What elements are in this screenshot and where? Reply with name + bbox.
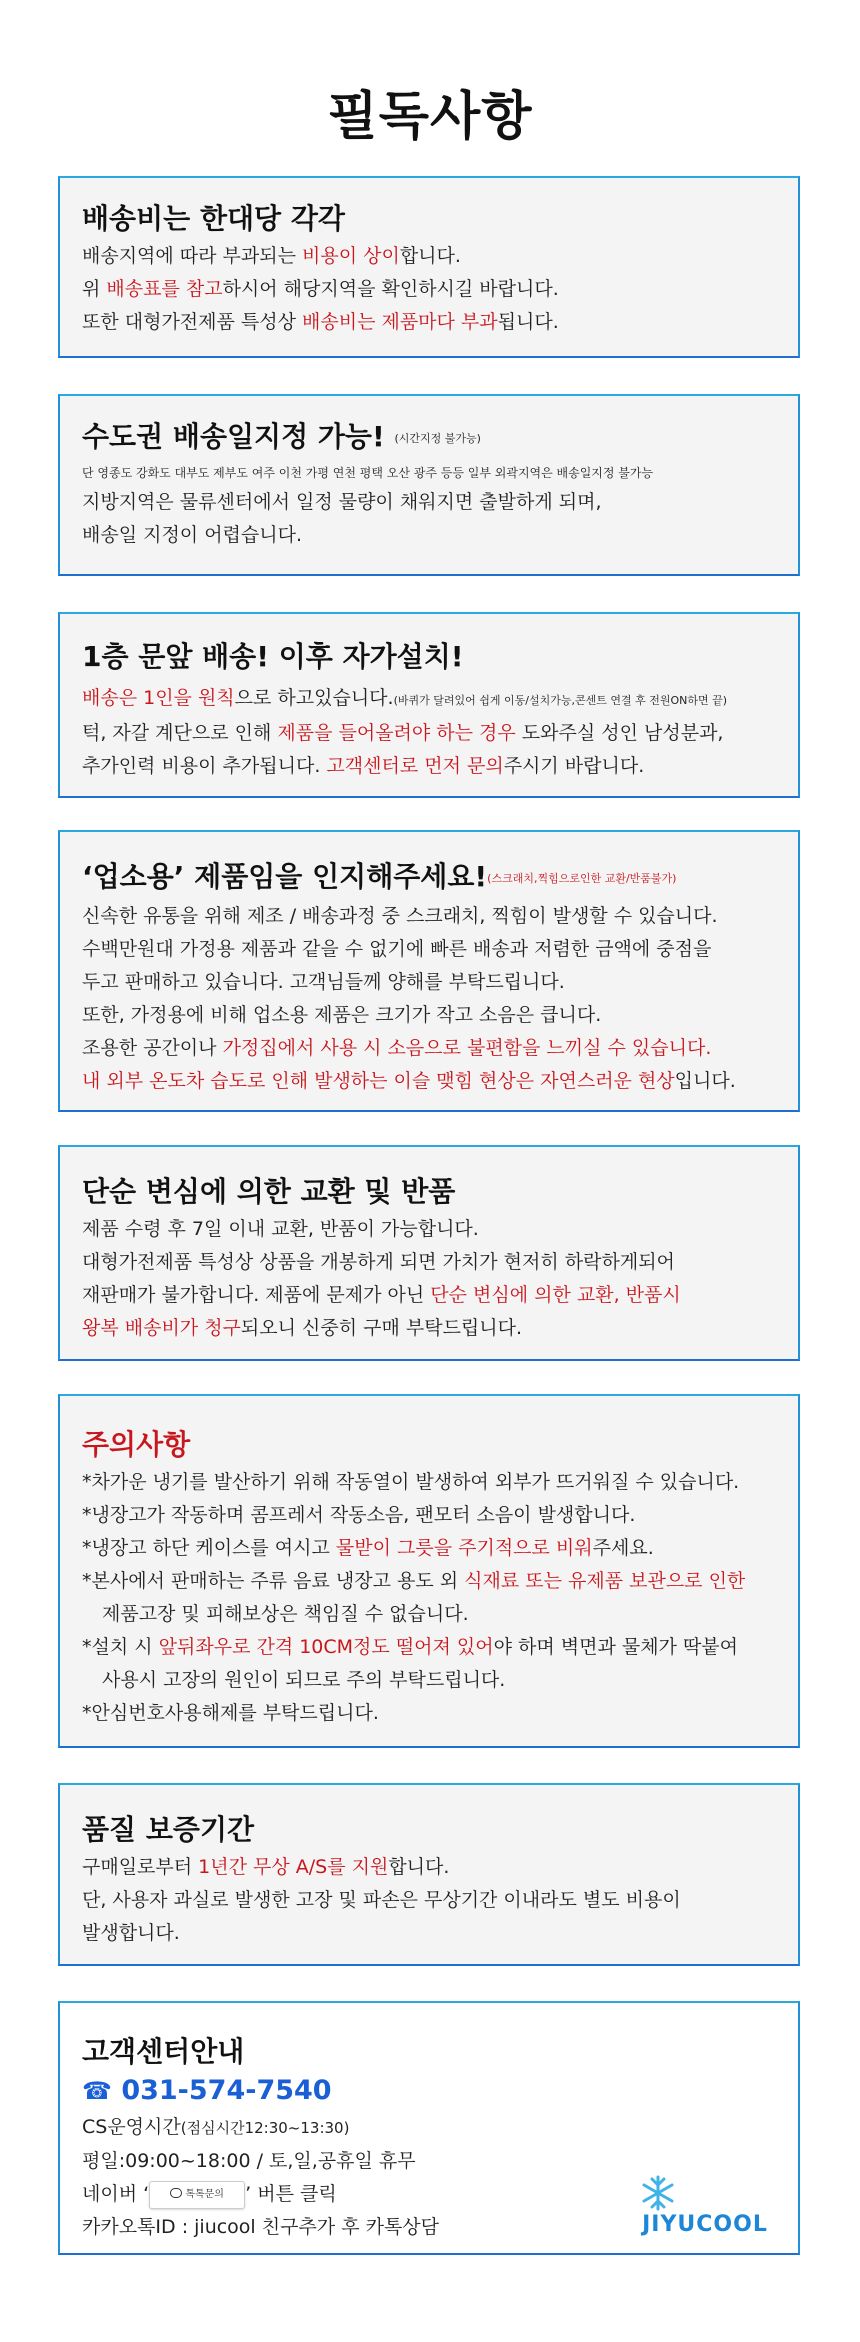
section-heading: ‘업소용’ 제품임을 인지해주세요!(스크래치,찍힘으로인한 교환/반품불가) bbox=[82, 860, 677, 893]
cs-hours: CS운영시간(점심시간12:30~13:30) bbox=[82, 2116, 350, 2138]
weekday-hours: 평일:09:00~18:00 / 토,일,공휴일 휴무 bbox=[82, 2150, 416, 2172]
section-heading: 주의사항 bbox=[82, 1428, 191, 1461]
delivery-date-section bbox=[58, 394, 800, 576]
caution-item: *설치 시 앞뒤좌우로 간격 10CM정도 떨어져 있어야 하며 벽면과 물체가 딱붙여 bbox=[82, 1636, 739, 1658]
section-line: 재판매가 불가합니다. 제품에 문제가 아닌 단순 변심에 의한 교환, 반품시 bbox=[82, 1284, 681, 1306]
first-floor-delivery-section bbox=[58, 612, 800, 798]
section-heading: 수도권 배송일지정 가능! (시간지정 불가능) bbox=[82, 420, 481, 453]
exchange-return-section bbox=[58, 1145, 800, 1361]
page-title: 필독사항 bbox=[327, 87, 533, 147]
section-line: 제품 수령 후 7일 이내 교환, 반품이 가능합니다. bbox=[82, 1218, 479, 1240]
naver-talk-line: 네이버 ‘ 톡톡문의 ’ 버튼 클릭 bbox=[82, 2178, 776, 2211]
caution-section bbox=[58, 1394, 800, 1748]
section-heading: 고객센터안내 bbox=[82, 2035, 245, 2068]
naver-talktalk-button[interactable]: 톡톡문의 bbox=[149, 2181, 245, 2209]
section-line: 턱, 자갈 계단으로 인해 제품을 들어올려야 하는 경우 도와주실 성인 남성분과, bbox=[82, 722, 724, 744]
section-line: 발생합니다. bbox=[82, 1922, 180, 1944]
section-line: 단, 사용자 과실로 발생한 고장 및 파손은 무상기간 이내라도 별도 비용이 bbox=[82, 1889, 681, 1911]
section-line: 지방지역은 물류센터에서 일정 물량이 채워지면 출발하게 되며, bbox=[82, 491, 602, 513]
section-heading: 단순 변심에 의한 교환 및 반품 bbox=[82, 1175, 456, 1208]
section-line: 배송일 지정이 어렵습니다. bbox=[82, 524, 303, 546]
commercial-use-section bbox=[58, 830, 800, 1112]
caution-item: *안심번호사용해제를 부탁드립니다. bbox=[82, 1702, 379, 1724]
section-heading: 품질 보증기간 bbox=[82, 1813, 255, 1846]
section-note: 단 영종도 강화도 대부도 제부도 여주 이천 가평 연천 평택 오산 광주 등등 일부 외곽지역은 배송일지정 불가능 bbox=[82, 466, 654, 480]
caution-item: *본사에서 판매하는 주류 음료 냉장고 용도 외 식재료 또는 유제품 보관으로 인한 bbox=[82, 1570, 746, 1592]
customer-center-section bbox=[58, 2001, 800, 2255]
section-line: 두고 판매하고 있습니다. 고객님들께 양해를 부탁드립니다. bbox=[82, 971, 565, 993]
phone-icon: ☎ bbox=[82, 2077, 112, 2105]
caution-item: 사용시 고장의 원인이 되므로 주의 부탁드립니다. bbox=[102, 1669, 506, 1691]
jiyucool-logo: JIYUCOOL bbox=[630, 2171, 780, 2237]
phone-number[interactable]: ☎ 031-574-7540 bbox=[82, 2075, 332, 2106]
caution-item: *차가운 냉기를 발산하기 위해 작동열이 발생하여 외부가 뜨거워질 수 있습니다. bbox=[82, 1471, 740, 1493]
section-line: 수백만원대 가정용 제품과 같을 수 없기에 빠른 배송과 저렴한 금액에 중점을 bbox=[82, 938, 712, 960]
section-line: 또한 대형가전제품 특성상 배송비는 제품마다 부과됩니다. bbox=[82, 311, 559, 333]
section-line: 내 외부 온도차 습도로 인해 발생하는 이슬 맺힘 현상은 자연스러운 현상입니다. bbox=[82, 1070, 736, 1092]
section-line: 신속한 유통을 위해 제조 / 배송과정 중 스크래치, 찍힘이 발생할 수 있습니다. bbox=[82, 905, 718, 927]
caution-item: *냉장고 하단 케이스를 여시고 물받이 그릇을 주기적으로 비워주세요. bbox=[82, 1537, 654, 1559]
section-line: 왕복 배송비가 청구되오니 신중히 구매 부탁드립니다. bbox=[82, 1317, 523, 1339]
section-line: 또한, 가정용에 비해 업소용 제품은 크기가 작고 소음은 큽니다. bbox=[82, 1004, 602, 1026]
kakao-line: 카카오톡ID : jiucool 친구추가 후 카톡상담 bbox=[82, 2216, 440, 2238]
shipping-fee-section bbox=[58, 176, 800, 358]
section-line: 추가인력 비용이 추가됩니다. 고객센터로 먼저 문의주시기 바랍니다. bbox=[82, 755, 645, 777]
section-line: 대형가전제품 특성상 상품을 개봉하게 되면 가치가 현저히 하락하게되어 bbox=[82, 1251, 675, 1273]
section-line: 배송지역에 따라 부과되는 비용이 상이합니다. bbox=[82, 245, 461, 267]
caution-item: *냉장고가 작동하며 콤프레서 작동소음, 팬모터 소음이 발생합니다. bbox=[82, 1504, 636, 1526]
warranty-section bbox=[58, 1783, 800, 1966]
section-line: 구매일로부터 1년간 무상 A/S를 지원합니다. bbox=[82, 1856, 450, 1878]
section-line: 조용한 공간이나 가정집에서 사용 시 소음으로 불편함을 느끼실 수 있습니다. bbox=[82, 1037, 712, 1059]
section-line: 위 배송표를 참고하시어 해당지역을 확인하시길 바랍니다. bbox=[82, 278, 559, 300]
section-heading: 배송비는 한대당 각각 bbox=[82, 202, 345, 235]
caution-item: 제품고장 및 피해보상은 책임질 수 없습니다. bbox=[102, 1603, 469, 1625]
section-heading: 1층 문앞 배송! 이후 자가설치! bbox=[82, 640, 464, 673]
chat-bubble-icon bbox=[170, 2188, 182, 2198]
section-line: 배송은 1인을 원칙으로 하고있습니다.(바퀴가 달려있어 쉽게 이동/설치가능,콘센트 연결 후 전원ON하면 끝) bbox=[82, 687, 728, 709]
